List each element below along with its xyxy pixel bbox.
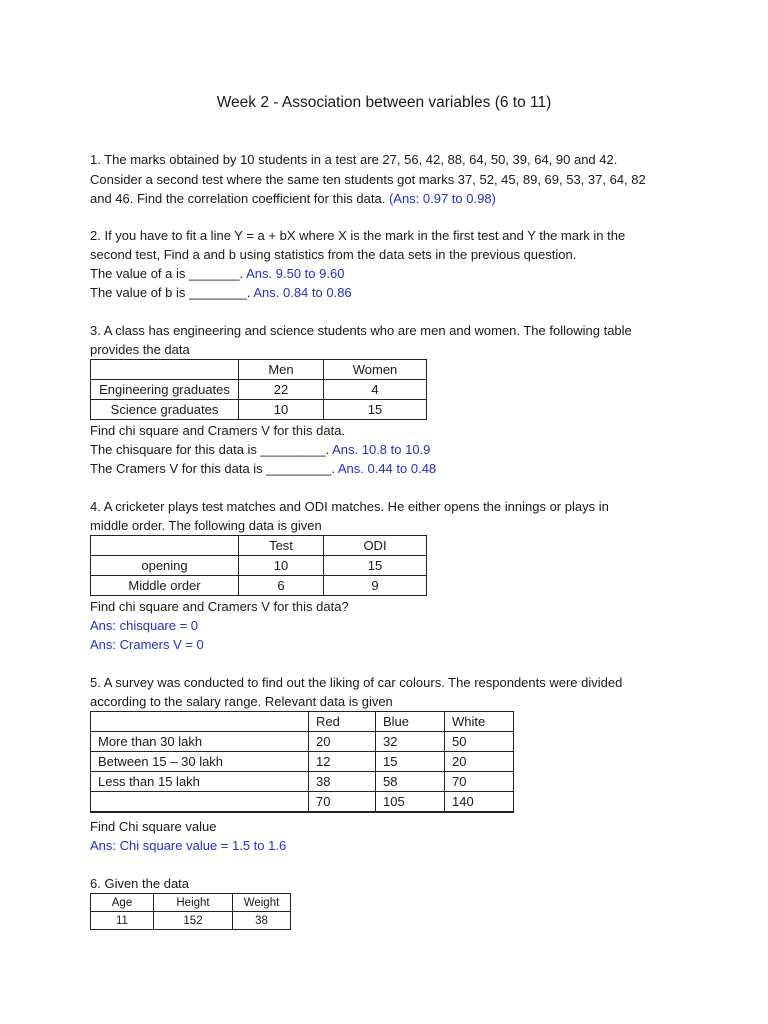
table-cell [91,536,239,556]
page-title: Week 2 - Association between variables (6 to 11) [216,94,552,111]
q3-chi-line [90,440,430,459]
table-cell: 58 [376,772,445,792]
table-cell: 140 [445,792,514,813]
table-cell: 10 [239,400,324,420]
table-cell: Science graduates [91,400,239,420]
table-header-row [91,894,291,912]
table-row [91,752,514,772]
table-cell: 32 [376,732,445,752]
q3-find: Find chi square and Cramers V for this data. [90,423,346,438]
table-cell: opening [91,556,239,576]
table-cell: Test [239,536,324,556]
table-cell: 9 [324,576,427,596]
table-cell: 38 [233,912,291,930]
q3-v-answer: Ans. 0.44 to 0.48 [337,461,437,476]
table-cell: 50 [445,732,514,752]
table-cell: 6 [239,576,324,596]
q1-answer: (Ans: 0.97 to 0.98) [388,191,496,206]
q4-answer-chisquare: Ans: chisquare = 0 [90,618,199,633]
table-cell: Between 15 – 30 lakh [91,752,309,772]
q2-line2: second test, Find a and b using statistics from the data sets in the previous question. [90,247,577,262]
table-row [91,792,514,813]
table-cell: Engineering graduates [91,380,239,400]
table-cell: Weight [233,894,291,912]
table-cell: Height [154,894,233,912]
table-cell: Women [324,360,427,380]
q1-line2: Consider a second test where the same ten students got marks 37, 52, 45, 89, 69, 53, 37, 64, 82 [90,172,646,187]
q6-table [90,893,291,930]
q5-line1: 5. A survey was conducted to find out the liking of car colours. The respondents were divided [90,675,623,690]
table-row [91,556,427,576]
q4-line2: middle order. The following data is given [90,518,322,533]
table-cell: White [445,712,514,732]
table-cell: 12 [309,752,376,772]
q3-chi-answer: Ans. 10.8 to 10.9 [332,442,431,457]
q1-line3 [90,189,496,208]
table-row [91,912,291,930]
table-cell: Men [239,360,324,380]
table-header-row [91,360,427,380]
q4-table [90,535,427,596]
table-row [91,576,427,596]
q2-b-text: The value of b is ________. [90,285,254,300]
q2-line1: 2. If you have to fit a line Y = a + bX where X is the mark in the first test and Y the mark in the [90,228,626,243]
table-cell: ODI [324,536,427,556]
table-cell: 15 [376,752,445,772]
q3-v-line [90,459,436,478]
table-cell: Middle order [91,576,239,596]
q4-answer-cramers: Ans: Cramers V = 0 [90,637,204,652]
table-row [91,732,514,752]
table-cell: 20 [309,732,376,752]
table-cell: 152 [154,912,233,930]
q5-line2: according to the salary range. Relevant data is given [90,694,393,709]
table-header-row [91,536,427,556]
table-cell: 38 [309,772,376,792]
table-cell: 15 [324,400,427,420]
table-cell: 11 [91,912,154,930]
table-cell: Blue [376,712,445,732]
table-row [91,772,514,792]
q2-a-line [90,264,344,283]
table-cell: Less than 15 lakh [91,772,309,792]
q4-find: Find chi square and Cramers V for this data? [90,599,349,614]
table-cell: 15 [324,556,427,576]
table-cell: 70 [309,792,376,813]
q5-answer: Ans: Chi square value = 1.5 to 1.6 [90,838,287,853]
q3-v-text: The Cramers V for this data is _________. [90,461,338,476]
q3-chi-text: The chisquare for this data is _________. [90,442,333,457]
q2-b-answer: Ans. 0.84 to 0.86 [253,285,352,300]
table-cell [91,712,309,732]
q3-line2: provides the data [90,342,190,357]
table-row [91,380,427,400]
q3-line1: 3. A class has engineering and science students who are men and women. The following table [90,323,632,338]
table-cell: 22 [239,380,324,400]
q2-a-text: The value of a is _______. [90,266,247,281]
table-row [91,400,427,420]
q2-a-answer: Ans. 9.50 to 9.60 [246,266,345,281]
table-cell: 20 [445,752,514,772]
q5-table [90,711,514,813]
q3-table [90,359,427,420]
table-cell [91,792,309,813]
table-cell: 4 [324,380,427,400]
table-cell: More than 30 lakh [91,732,309,752]
q2-b-line [90,283,352,302]
table-cell: 10 [239,556,324,576]
table-cell: 70 [445,772,514,792]
table-cell [91,360,239,380]
q4-line1: 4. A cricketer plays test matches and ODI matches. He either opens the innings or plays in [90,499,609,514]
q5-find: Find Chi square value [90,819,217,834]
table-cell: Age [91,894,154,912]
table-cell: 105 [376,792,445,813]
q1-text: and 46. Find the correlation coefficient for this data. [90,191,389,206]
table-cell: Red [309,712,376,732]
q6-line1: 6. Given the data [90,876,190,891]
table-header-row [91,712,514,732]
q1-line1: 1. The marks obtained by 10 students in a test are 27, 56, 42, 88, 64, 50, 39, 64, 90 and 42. [90,152,618,167]
